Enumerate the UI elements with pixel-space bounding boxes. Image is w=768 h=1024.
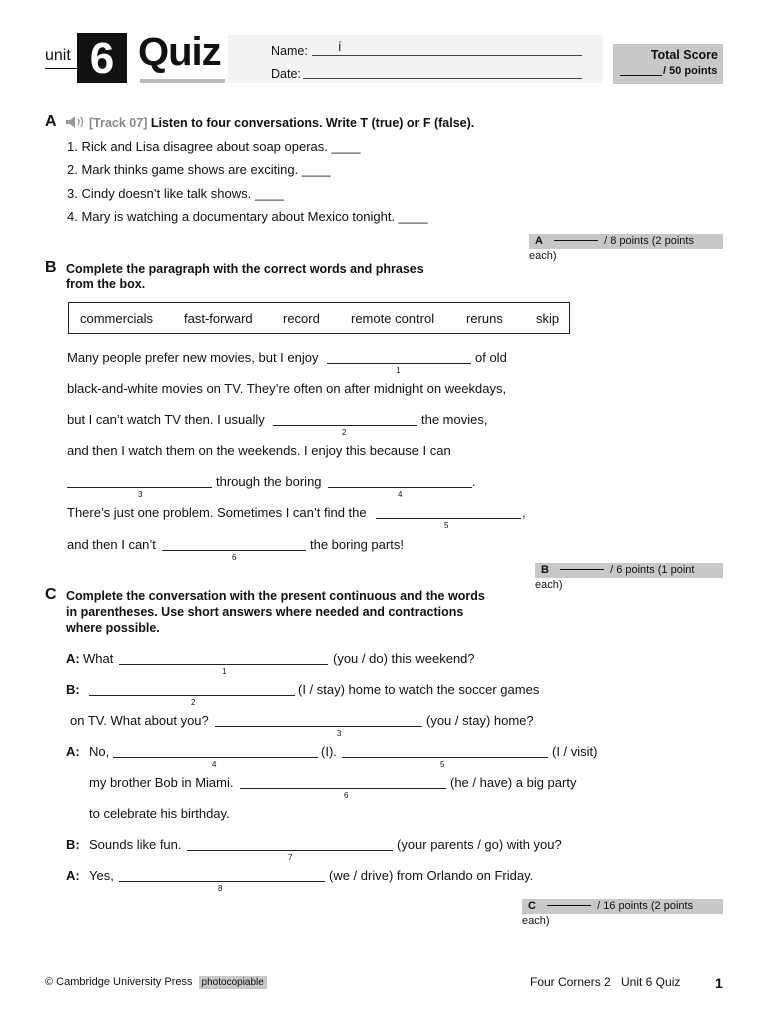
blank-b1[interactable]: [327, 363, 471, 364]
word-box-item: fast-forward: [184, 311, 253, 326]
speaker-label: A:: [66, 744, 80, 759]
page-number: 1: [715, 975, 723, 991]
word-box-item: reruns: [466, 311, 503, 326]
section-a-score-blank[interactable]: [554, 240, 598, 241]
blank-b3[interactable]: [67, 487, 212, 488]
section-c-score-blank[interactable]: [547, 905, 591, 906]
paragraph-text: through the boring: [216, 474, 322, 489]
blank-number: 4: [212, 760, 217, 769]
name-field[interactable]: [312, 55, 582, 56]
section-b-instruction-1: Complete the paragraph with the correct words and phrases: [66, 262, 424, 276]
footer-unit-quiz: Unit 6 Quiz: [621, 975, 681, 989]
blank-number: 4: [398, 490, 403, 499]
conversation-text: Sounds like fun.: [89, 837, 182, 852]
paragraph-text: and then I watch them on the weekends. I enjoy this because I can: [67, 443, 451, 458]
blank-number: 7: [288, 853, 293, 862]
blank-b2[interactable]: [273, 425, 417, 426]
speaker-label: B:: [66, 837, 80, 852]
quiz-underline: [140, 79, 225, 83]
word-box-item: skip: [536, 311, 560, 326]
total-score-points: / 50 points: [663, 65, 718, 77]
section-a-instruction: Listen to four conversations. Write T (true) or F (false).: [150, 116, 475, 130]
paragraph-text: of old: [475, 350, 507, 365]
blank-c6[interactable]: [240, 788, 446, 789]
blank-number: 5: [444, 521, 449, 530]
total-score-label: Total Score: [650, 48, 718, 62]
section-c-score-letter: C: [528, 900, 536, 912]
blank-c4[interactable]: [113, 757, 318, 758]
conversation-text: my brother Bob in Miami.: [89, 775, 234, 790]
paragraph-text: the movies,: [421, 412, 488, 427]
section-c-instruction-3: where possible.: [66, 621, 160, 635]
unit-underline: [45, 68, 77, 69]
conversation-text: (you / do) this weekend?: [333, 651, 475, 666]
blank-number: 1: [396, 366, 401, 375]
word-box-item: commercials: [80, 311, 153, 326]
unit-label: unit: [45, 47, 71, 64]
paragraph-text: Many people prefer new movies, but I enjoy: [67, 350, 319, 365]
conversation-text: (you / stay) home?: [426, 713, 534, 728]
section-b-score-tag: [535, 563, 723, 591]
section-c-instruction-1: Complete the conversation with the present continuous and the words: [66, 589, 485, 603]
blank-c1[interactable]: [119, 664, 328, 665]
section-a-score-tag: [529, 234, 723, 262]
name-value: í: [338, 40, 342, 54]
conversation-text: (we / drive) from Orlando on Friday.: [329, 868, 534, 883]
conversation-text: No,: [89, 744, 110, 759]
section-a-item-2: 2. Mark thinks game shows are exciting. ____: [67, 162, 331, 177]
section-b-score-letter: B: [541, 564, 549, 576]
paragraph-text: There’s just one problem. Sometimes I can’t find the: [67, 505, 367, 520]
section-a-score-letter: A: [535, 235, 543, 247]
blank-b4[interactable]: [328, 487, 472, 488]
section-a-item-1: 1. Rick and Lisa disagree about soap operas. ____: [67, 139, 361, 154]
section-b-score-blank[interactable]: [560, 569, 604, 570]
paragraph-text: and then I can’t: [67, 537, 156, 552]
blank-c2[interactable]: [89, 695, 295, 696]
blank-number: 1: [222, 667, 227, 676]
section-a-instruction-row: [89, 116, 474, 130]
conversation-text: What: [83, 651, 114, 666]
blank-c3[interactable]: [215, 726, 422, 727]
section-a-item-3: 3. Cindy doesn’t like talk shows. ____: [67, 186, 284, 201]
section-a-letter: A: [45, 113, 57, 130]
speaker-label: B:: [66, 682, 80, 697]
speaker-label: A:: [66, 651, 80, 666]
section-b-score-text: / 6 points (1 point each): [535, 564, 695, 591]
section-c-letter: C: [45, 586, 57, 603]
conversation-text: Yes,: [89, 868, 114, 883]
paragraph-text: the boring parts!: [310, 537, 404, 552]
conversation-text: (I).: [321, 744, 337, 759]
footer-left: [45, 976, 267, 988]
copyright: © Cambridge University Press: [45, 976, 193, 988]
date-field[interactable]: [303, 78, 582, 79]
conversation-text: (your parents / go) with you?: [397, 837, 562, 852]
speaker-label: A:: [66, 868, 80, 883]
word-box-item: record: [283, 311, 320, 326]
blank-number: 2: [191, 698, 196, 707]
date-label: Date:: [271, 67, 301, 81]
total-score-blank[interactable]: [620, 75, 662, 76]
blank-number: 3: [138, 490, 143, 499]
blank-c7[interactable]: [187, 850, 393, 851]
section-a-item-4: 4. Mary is watching a documentary about Mexico tonight. ____: [67, 209, 428, 224]
blank-c5[interactable]: [342, 757, 548, 758]
paragraph-text: black-and-white movies on TV. They’re often on after midnight on weekdays,: [67, 381, 507, 396]
blank-number: 8: [218, 884, 223, 893]
blank-number: 5: [440, 760, 445, 769]
conversation-text: (he / have) a big party: [450, 775, 577, 790]
speaker-icon[interactable]: [65, 115, 87, 132]
track-label: [Track 07]: [89, 116, 148, 130]
paragraph-text: ,: [522, 505, 526, 520]
section-b-letter: B: [45, 259, 57, 276]
unit-number: 6: [77, 33, 127, 83]
conversation-text: (I / visit): [552, 744, 598, 759]
word-box-item: remote control: [351, 311, 435, 326]
section-c-score-tag: [522, 899, 723, 927]
blank-number: 2: [342, 428, 347, 437]
photocopiable-badge: photocopiable: [199, 976, 267, 989]
conversation-text: (I / stay) home to watch the soccer games: [298, 682, 540, 697]
blank-number: 6: [344, 791, 349, 800]
conversation-text: to celebrate his birthday.: [89, 806, 230, 821]
blank-b6[interactable]: [162, 550, 306, 551]
paragraph-text: but I can’t watch TV then. I usually: [67, 412, 265, 427]
conversation-text: on TV. What about you?: [70, 713, 209, 728]
section-a-score-text: / 8 points (2 points each): [529, 235, 694, 262]
name-label: Name:: [271, 44, 308, 58]
quiz-title: Quiz: [138, 30, 221, 74]
footer-book: Four Corners 2: [530, 975, 611, 989]
section-b-instruction-2: from the box.: [66, 277, 146, 291]
section-c-score-text: / 16 points (2 points each): [522, 900, 694, 927]
blank-number: 3: [337, 729, 342, 738]
paragraph-text: .: [472, 474, 476, 489]
blank-b5[interactable]: [376, 518, 521, 519]
blank-number: 6: [232, 553, 237, 562]
section-c-instruction-2: in parentheses. Use short answers where needed and contractions: [66, 605, 464, 619]
blank-c8[interactable]: [119, 881, 325, 882]
